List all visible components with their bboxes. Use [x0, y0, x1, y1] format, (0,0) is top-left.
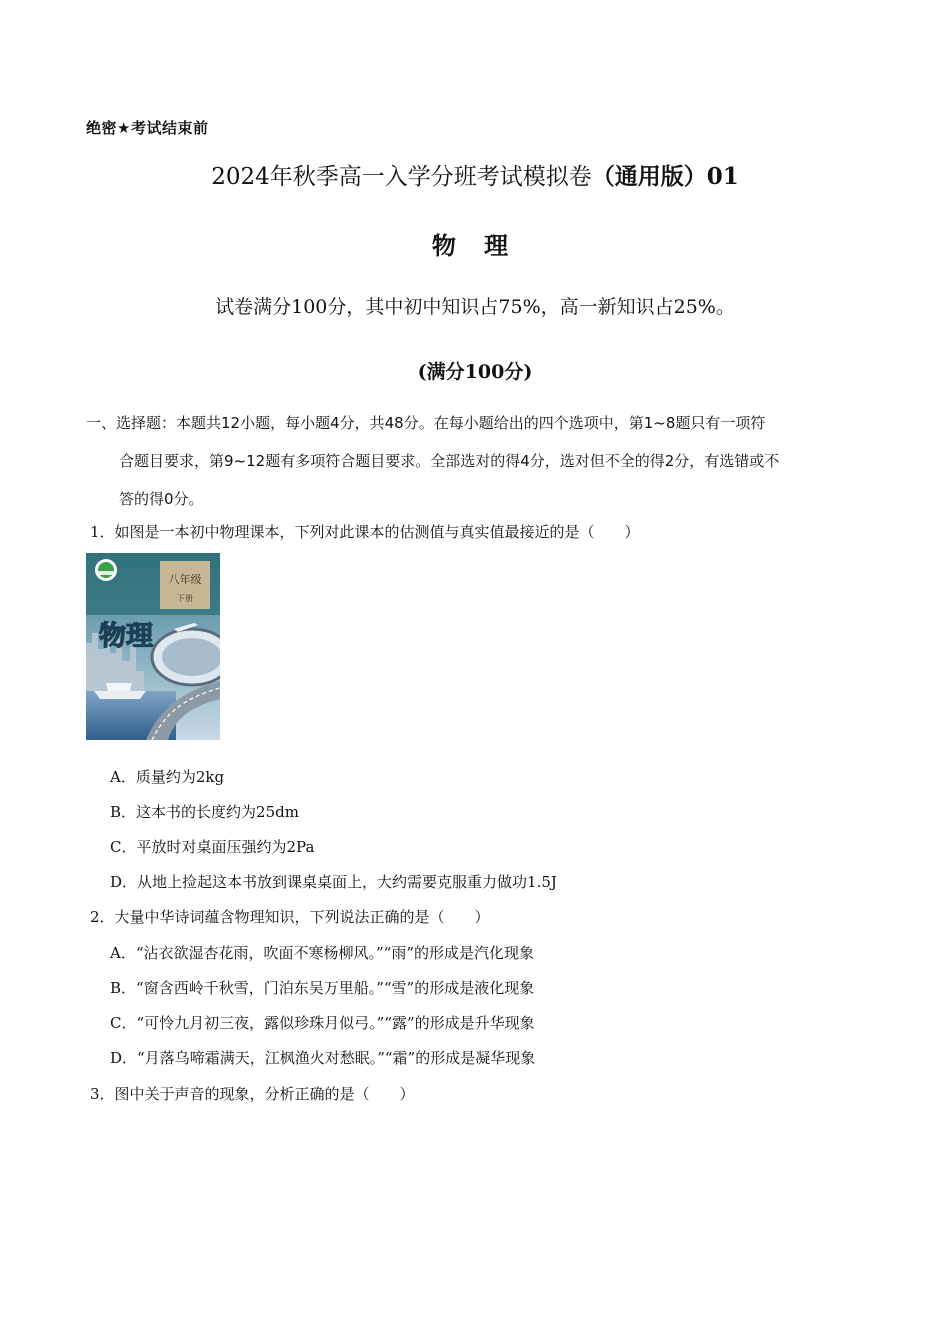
instructions-line-1: 一、选择题：本题共12小题，每小题4分，共48分。在每小题给出的四个选项中，第1~8题只有一项符: [86, 414, 766, 432]
exam-title: [0, 158, 950, 191]
full-score: (满分100分): [417, 361, 533, 383]
instructions-line-3: 答的得0分。: [119, 490, 204, 508]
section-instructions: [86, 404, 876, 518]
exam-title-main: 2024年秋季高一入学分班考试模拟卷: [211, 164, 592, 190]
question-2-stem: 2．大量中华诗词蕴含物理知识，下列说法正确的是（ ）: [90, 908, 490, 926]
book-volume-label: 下册: [177, 594, 193, 603]
question-1-option-d: D．从地上捡起这本书放到课桌桌面上，大约需要克服重力做功1.5J: [110, 873, 557, 891]
question-1-option-c: C．平放时对桌面压强约为2Pa: [110, 838, 315, 856]
book-grade-label: 八年级: [168, 573, 202, 586]
question-2-option-b: B．“窗含西岭千秋雪，门泊东吴万里船。”“雪”的形成是液化现象: [110, 979, 535, 997]
confidential-mark: 绝密★考试结束前: [86, 119, 209, 137]
physics-textbook-image: [86, 553, 220, 740]
book-title-label: 物理: [99, 621, 153, 652]
question-3-stem: 3．图中关于声音的现象，分析正确的是（ ）: [90, 1085, 415, 1103]
exam-title-tail: （通用版）01: [591, 163, 739, 190]
subject-title: 物 理: [431, 232, 519, 260]
score-distribution-note: 试卷满分100分，其中初中知识占75%，高一新知识占25%。: [215, 296, 735, 318]
question-1-option-a: A．质量约为2kg: [110, 768, 225, 786]
instructions-line-2: 合题目要求，第9~12题有多项符合题目要求。全部选对的得4分，选对但不全的得2分，有选错或不: [119, 452, 780, 470]
question-2-option-a: A．“沾衣欲湿杏花雨，吹面不寒杨柳风。”“雨”的形成是汽化现象: [110, 944, 535, 962]
question-1-option-b: B．这本书的长度约为25dm: [110, 803, 299, 821]
question-2-option-c: C．“可怜九月初三夜，露似珍珠月似弓。”“露”的形成是升华现象: [110, 1014, 535, 1032]
question-2-option-d: D．“月落乌啼霜满天，江枫渔火对愁眠。”“霜”的形成是凝华现象: [110, 1049, 536, 1067]
question-1-stem: 1．如图是一本初中物理课本，下列对此课本的估测值与真实值最接近的是（ ）: [90, 523, 640, 541]
